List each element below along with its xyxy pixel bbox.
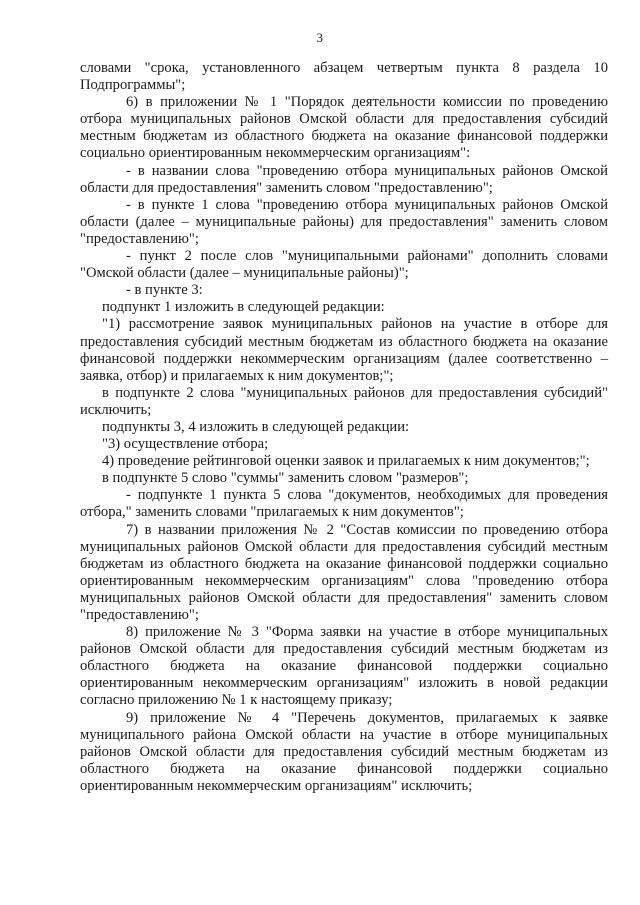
paragraph-subpoint-3-text: "3) осуществление отбора; bbox=[102, 436, 269, 453]
paragraph-subitem-point-3: - в пункте 3: bbox=[126, 282, 203, 299]
paragraph-subpoint-1-intro: подпункт 1 изложить в следующей редакции: bbox=[102, 299, 385, 316]
paragraph-subitem-point-2: - пункт 2 после слов "муниципальными районами" дополнить словами "Омской области (далее – муниципальные районы)"; bbox=[80, 248, 608, 282]
paragraph-subpoint-5: в подпункте 5 слово "суммы" заменить словом "размеров"; bbox=[102, 470, 469, 487]
paragraph-subpoints-3-4-intro: подпункты 3, 4 изложить в следующей редакции: bbox=[102, 418, 410, 435]
paragraph-subitem-point-1: - в пункте 1 слова "проведению отбора муниципальных районов Омской области (далее – муниципальные районы) для предоставления" заменить словом "предоставлению"; bbox=[80, 196, 608, 247]
paragraph-item-8: 8) приложение № 3 "Форма заявки на участие в отборе муниципальных районов Омской области для предоставления субсидий местным бюджетам из областного бюджета на оказание финансовой поддержки социально ориентированным некоммерческим организациям" изложить в новой редакции согласно приложению № 1 к настоящему приказу; bbox=[80, 624, 608, 709]
paragraph-point-5-subpoint-1: - подпункте 1 пункта 5 слова "документов, необходимых для проведения отбора," заменить словами "прилагаемых к ним документов"; bbox=[80, 487, 608, 521]
paragraph-subpoint-4-text: 4) проведение рейтинговой оценки заявок и прилагаемых к ним документов;"; bbox=[102, 453, 590, 470]
paragraph-subitem-title: - в названии слова "проведению отбора муниципальных районов Омской области для предоставления" заменить словом "предоставлению"; bbox=[80, 162, 608, 196]
paragraph-item-6: 6) в приложении № 1 "Порядок деятельности комиссии по проведению отбора муниципальных районов Омской области для предоставления субсидий местным бюджетам из областного бюджета на оказание финансовой поддержки социально ориентированным некоммерческим организациям": bbox=[80, 94, 608, 162]
page-number: 3 bbox=[316, 30, 324, 45]
paragraph-item-9: 9) приложение № 4 "Перечень документов, прилагаемых к заявке муниципального района Омской области на участие в отборе муниципальных районов Омской области для предоставления субсидий местным бюджетам из областного бюджета на оказание финансовой поддержки социально ориентированным некоммерческим организациям" исключить; bbox=[80, 709, 608, 794]
paragraph-continuation: словами "срока, установленного абзацем четвертым пункта 8 раздела 10 Подпрограммы"; bbox=[80, 60, 608, 94]
paragraph-subpoint-1-text: "1) рассмотрение заявок муниципальных районов на участие в отборе для предоставления субсидий местным бюджетам из областного бюджета на оказание финансовой поддержки некоммерческим организациям (далее соответственно – заявка, отбор) и прилагаемых к ним документов;"; bbox=[80, 316, 608, 384]
paragraph-subpoint-2: в подпункте 2 слова "муниципальных районов для предоставления субсидий" исключить; bbox=[80, 384, 608, 418]
paragraph-item-7: 7) в названии приложения № 2 "Состав комиссии по проведению отбора муниципальных районов Омской области для предоставления субсидий местным бюджетам из областного бюджета на оказание финансовой поддержки социально ориентированным некоммерческим организациям" слова "проведению отбора муниципальных районов Омской области для предоставления" заменить словом "предоставлению"; bbox=[80, 521, 608, 623]
document-body bbox=[80, 60, 608, 795]
